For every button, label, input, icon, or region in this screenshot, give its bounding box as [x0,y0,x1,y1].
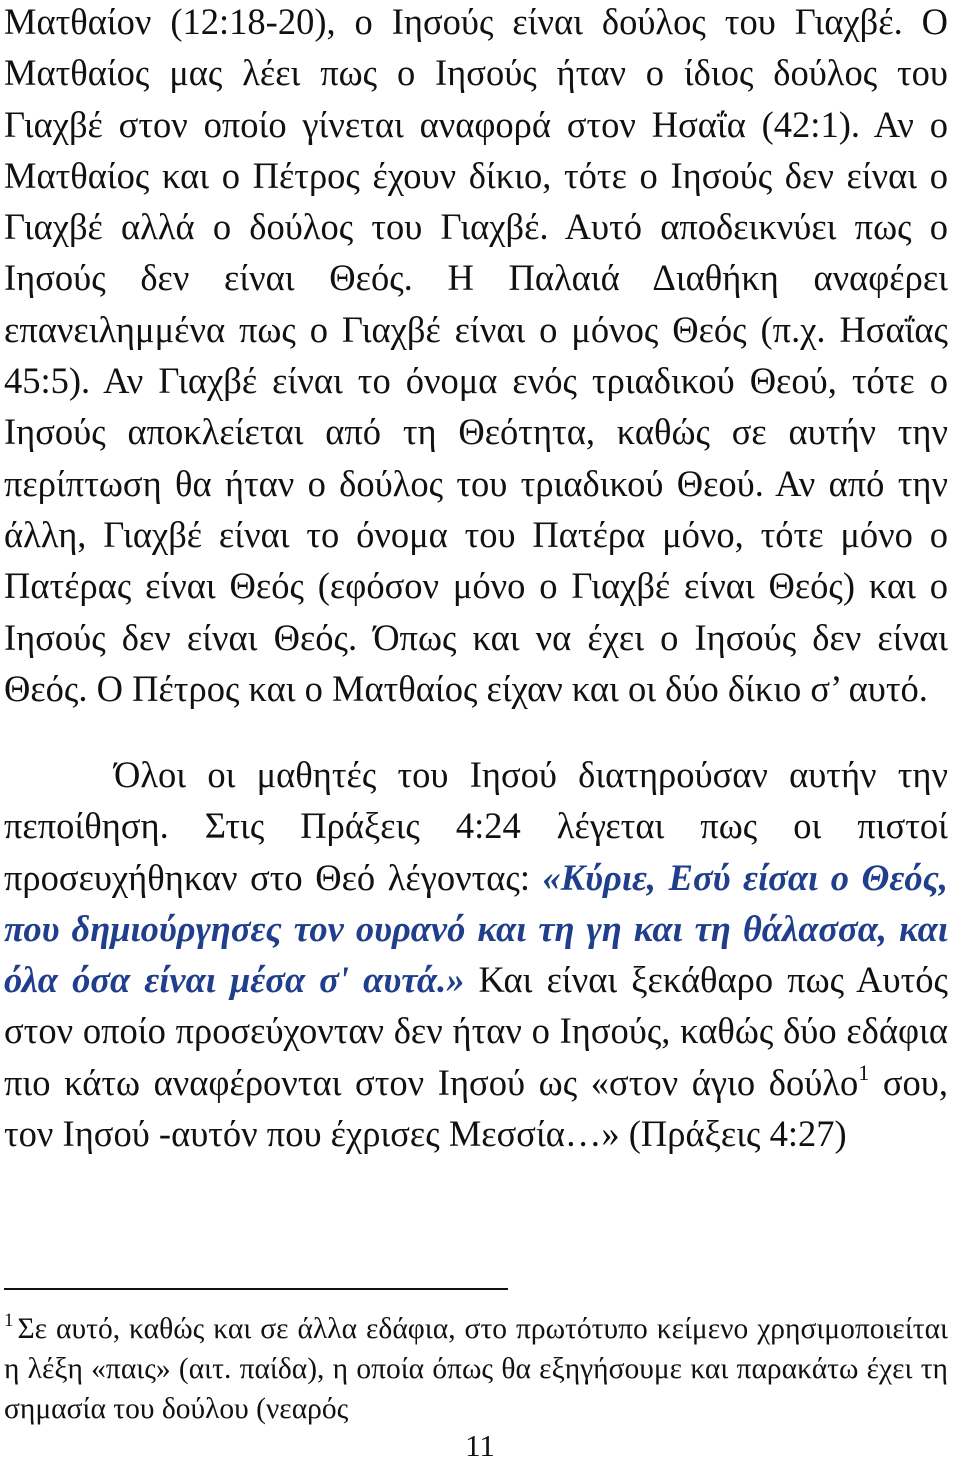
footnote-reference[interactable]: 1 [858,1059,870,1085]
paragraph-2-end: σου, τον Ιησού -αυτόν που έχρισες Μεσσία…» (Πράξεις 4:27) [4,1061,949,1155]
footnote-mark: 1 [4,1310,14,1331]
body-paragraph-1 [4,0,948,714]
footnote [4,1309,948,1429]
page-number: 11 [465,1428,495,1463]
paragraph-2-intro: Όλοι οι μαθητές του Ιησού διατηρούσαν αυτήν την πεποίθηση. Στις Πράξεις 4:24 λέγεται πως οι πιστοί προσευχήθηκαν στο Θεό λέγοντας: [4,754,948,898]
paragraph-1-text: Ματθαίον (12:18-20), ο Ιησούς είναι δούλος του Γιαχβέ. Ο Ματθαίος μας λέει πως ο Ιησούς ήταν ο ίδιος δούλος του Γιαχβέ στον οποίο γίνεται αναφορά στον Ησαΐα (42:1). Αν ο Ματθαίος και ο Πέτρος έχουν δίκιο, τότε ο Ιησούς δεν είναι ο Γιαχβέ αλλά ο δούλος του Γιαχβέ. Αυτό αποδεικνύει πως ο Ιησούς δεν είναι Θεός. Η Παλαιά Διαθήκη αναφέρει επανειλημμένα πως ο Γιαχβέ είναι ο μόνος Θεός (π.χ. Ησαΐας 45:5). Αν Γιαχβέ είναι το όνομα ενός τριαδικού Θεού, τότε ο Ιησούς αποκλείεται από τη Θεότητα, καθώς σε αυτήν την περίπτωση θα ήταν ο δούλος του τριαδικού Θεού. Αν από την άλλη, Γιαχβέ είναι το όνομα του Πατέρα μόνο, τότε μόνο ο Πατέρας είναι Θεός (εφόσον μόνο ο Γιαχβέ είναι Θεός) και ο Ιησούς δεν είναι Θεός. Όπως και να έχει ο Ιησούς δεν είναι Θεός. Ο Πέτρος και ο Ματθαίος είχαν και οι δύο δίκιο σ’ αυτό. [4,1,948,709]
paragraph-2-middle: Και είναι ξεκάθαρο πως Αυτός στον οποίο προσεύχονταν δεν ήταν ο Ιησούς, καθώς δύο εδάφια πιο κάτω αναφέρονται στον Ιησού ως «στον άγιο δούλο [4,959,948,1103]
scripture-quote: «Κύριε, Εσύ είσαι ο Θεός, που δημιούργησες τον ουρανό και τη γη και τη θάλασσα, και όλα όσα είναι μέσα σ' αυτά.» [4,856,948,1001]
footnote-separator [4,1288,508,1290]
body-paragraph-2 [4,749,948,1159]
footnote-text: Σε αυτό, καθώς και σε άλλα εδάφια, στο πρωτότυπο κείμενο χρησιμοποιείται η λέξη «παις» (αιτ. παίδα), η οποία όπως θα εξηγήσουμε και παρακάτω έχει τη σημασία του δούλου (νεαρός [4,1313,948,1425]
